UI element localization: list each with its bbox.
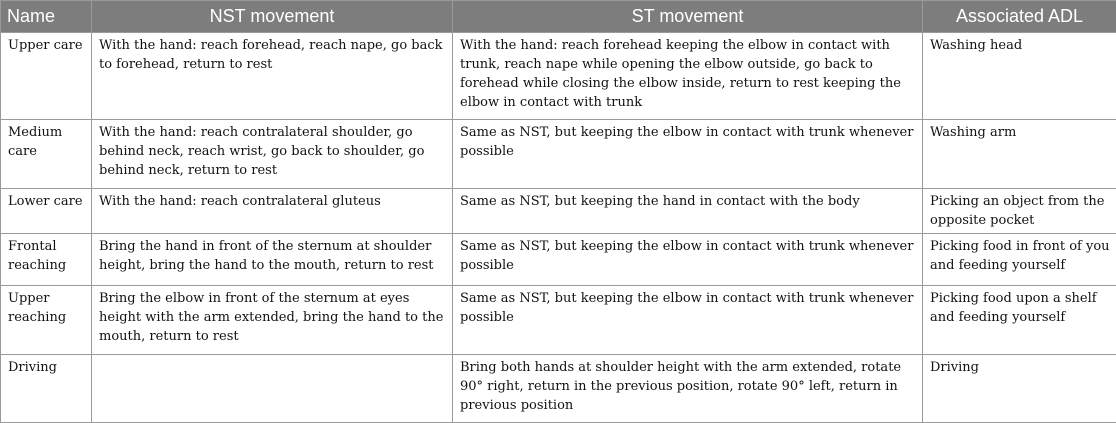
cell-adl: Washing arm (923, 120, 1116, 189)
cell-adl: Picking food upon a shelf and feeding yourself (923, 286, 1116, 355)
cell-nst: Bring the hand in front of the sternum at shoulder height, bring the hand to the mouth, return to rest (92, 234, 453, 286)
cell-adl: Picking food in front of you and feeding yourself (923, 234, 1116, 286)
table-row (1, 234, 1116, 286)
cell-name: Frontal reaching (1, 234, 92, 286)
header-st-movement: ST movement (453, 1, 923, 33)
cell-st: Same as NST, but keeping the hand in contact with the body (453, 189, 923, 234)
cell-nst: With the hand: reach contralateral shoulder, go behind neck, reach wrist, go back to shoulder, go behind neck, return to rest (92, 120, 453, 189)
cell-adl: Washing head (923, 33, 1116, 120)
cell-name: Medium care (1, 120, 92, 189)
cell-name: Driving (1, 355, 92, 423)
cell-nst (92, 355, 453, 423)
cell-st: Bring both hands at shoulder height with the arm extended, rotate 90° right, return in the previous position, rotate 90° left, return in previous position (453, 355, 923, 423)
cell-st: Same as NST, but keeping the elbow in contact with trunk whenever possible (453, 286, 923, 355)
cell-nst: With the hand: reach forehead, reach nape, go back to forehead, return to rest (92, 33, 453, 120)
header-row (1, 1, 1116, 33)
table-row (1, 120, 1116, 189)
cell-name: Upper care (1, 33, 92, 120)
cell-st: With the hand: reach forehead keeping the elbow in contact with trunk, reach nape while opening the elbow outside, go back to forehead while closing the elbow inside, return to rest keeping the elbow in contact with trunk (453, 33, 923, 120)
cell-adl: Picking an object from the opposite pocket (923, 189, 1116, 234)
header-associated-adl: Associated ADL (923, 1, 1116, 33)
cell-name: Lower care (1, 189, 92, 234)
header-nst-movement: NST movement (92, 1, 453, 33)
table-row (1, 286, 1116, 355)
table-row (1, 189, 1116, 234)
cell-st: Same as NST, but keeping the elbow in contact with trunk whenever possible (453, 120, 923, 189)
cell-adl: Driving (923, 355, 1116, 423)
cell-nst: Bring the elbow in front of the sternum at eyes height with the arm extended, bring the hand to the mouth, return to rest (92, 286, 453, 355)
table-row (1, 355, 1116, 423)
table-row (1, 33, 1116, 120)
header-name: Name (1, 1, 92, 33)
cell-st: Same as NST, but keeping the elbow in contact with trunk whenever possible (453, 234, 923, 286)
cell-name: Upper reaching (1, 286, 92, 355)
cell-nst: With the hand: reach contralateral gluteus (92, 189, 453, 234)
